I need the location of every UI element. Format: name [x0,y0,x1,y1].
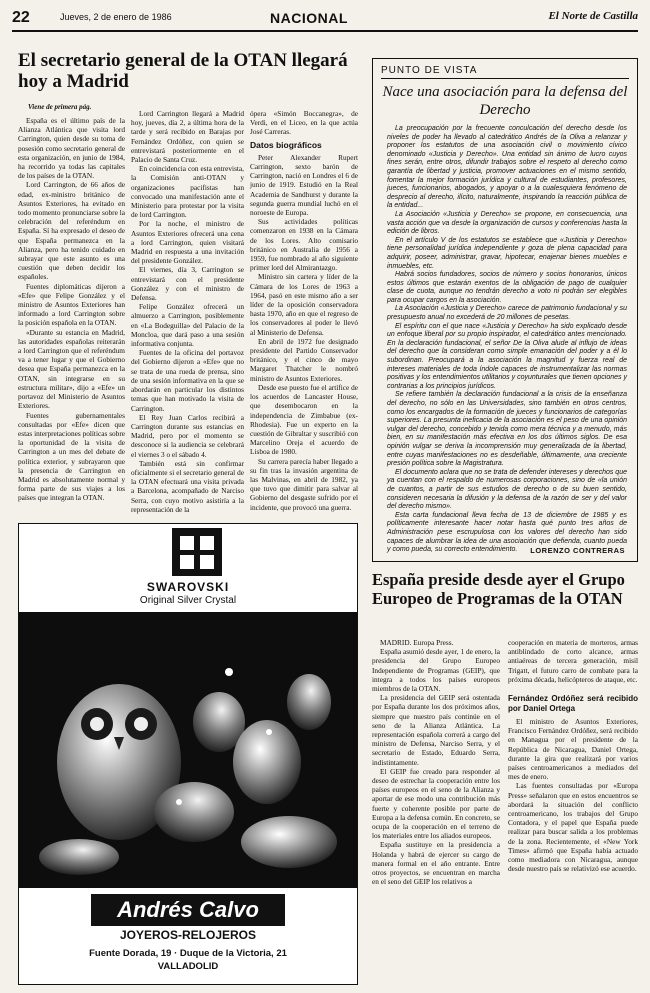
section-title: NACIONAL [270,10,348,26]
paragraph: MADRID. Europa Press. [380,638,454,647]
store-block [19,888,357,984]
newspaper-name: El Norte de Castilla [548,10,638,22]
issue-date: Jueves, 2 de enero de 1986 [60,12,172,22]
paragraph: También está sin confirmar oficialmente si el secretario general de la OTAN efectuará una visita privada a Barcelona, acompañado de Narciso Serra, con cuyo motivo asistiría a la representación de la [131,458,244,514]
paragraph: Peter Alexander Rupert Carrington, sexto barón de Carrington, nació en Londres el 6 de junio de 1919. Estudió en la Real Academia de Sandhurst y durante la segunda guerra mundial luchó en el noroeste de Europa. [250,152,358,218]
paragraph: Las fuentes consultadas por «Europa Press» señalaron que en estos encuentros se abordará la situación del conflicto centroamericano, los trabajos del Grupo Contadora, y el papel que España puede realizar para buscar salida a los problemas de la zona. Recientemente, el «New York Times» afirmó que España había actuado como mediadora con Nicaragua, aunque desde nuestro país se relativizó ese acuerdo. [508,781,638,874]
paragraph: Fuentes de la oficina del portavoz del Gobierno dijeron a «Efe» que no se trata de una rueda de prensa, sino de una sesión informativa en la que se abordarán en particular los distintos temas que han motivado la visita de Carrington. [131,348,244,413]
paragraph: Desde ese puesto fue el artífice de los acuerdos de Lancaster House, que desembocaron en la independencia de Zimbabue (ex-Rhodesia). Fue un experto en la cuestión de Gibraltar y suscribió con Marcelino Oreja el acuerdo de Lisboa de 1980. [250,382,358,457]
otan-lead: Viene de primera pág. [28,103,92,111]
paragraph: La Asociación «Justicia y Derecho» carece de patrimonio fundacional y su presupuesto anual no excederá de 20 millones de pesetas. [387,305,627,322]
ad-tagline: Original Silver Crystal [139,595,237,606]
opinion-author: LORENZO CONTRERAS [530,546,625,555]
opinion-box [372,58,638,562]
subheading-biography: Datos biográficos [250,139,322,150]
grupo-column-2 [508,638,638,984]
grupo-column-1 [372,638,500,984]
paragraph: El GEIP fue creado para responder al deseo de estrechar la cooperación entre los países europeos en el seno de la Alianza y aportar de ese modo una contribución más fuerte y coherente posible por parte de Europa a la defensa común. En concreto, se ocupa de la cooperación en el terreno de los materiales entre los aliados europeos. [372,766,500,841]
paragraph: Fuentes diplomáticas dijeron a «Efe» que Felipe González y el ministro de Asuntos Exteriores han informado a lord Carrington sobre la posición española en la OTAN. [18,281,125,328]
store-address: Fuente Dorada, 19 · Duque de la Victoria, 21 [89,948,287,959]
paragraph: El espíritu con el que nace «Justicia y Derecho» ha sido explicado desde un enfoque liberal por su propio inspirador, el catedrático antes mencionado. En la declaración fundacional, el señor De la Oliva alude al influjo de ideas del derecho que la consideran como simple emanación del poder y a él lo subordinan. Preocupará a la asociación la magnitud y fuerza real de intereses materiales de toda índole capaces de instrumentalizar las normas positivas y los entendimientos utilitarios y coyunturales que tienen opciones y contrarias a los principios jurídicos. [387,322,627,390]
paragraph: ópera «Simón Boccanegra», de Verdi, en el Liceo, en la que actúa José Carreras. [250,109,358,137]
paragraph: Ministro sin cartera y líder de la Cámara de los Lores de 1963 a 1964, pasó en este mismo año a ser líder de la oposición conservadora hasta 1970, año en que el regreso de los conservadores al poder le llevó al Ministerio de Defensa. [250,272,358,337]
paragraph: Lord Carrington, de 66 años de edad, ex-ministro británico de Asuntos Exteriores, ha evitado en todo momento pronunciarse sobre la celebración del referéndum en España. Sí ha expresado el deseo de que España permanezca en la Alianza, pero ha tenido cuidado en subrayar que este asunto es una cuestión que deben decidir los españoles. [18,180,125,282]
crystal-figurines-photo [19,612,357,888]
paragraph: España asumió desde ayer, 1 de enero, la presidencia del Grupo Europeo Independiente de Programas (GEIP), que integra a todos los países europeos miembros de la OTAN. [372,647,500,694]
opinion-headline: Nace una asociación para la defensa del Derecho [382,84,628,118]
paragraph: España sustituye en la presidencia a Holanda y habrá de ejercer su cargo de manera formal en el año entrante. Entre otros proyectos, se encuentran en marcha en el seno del GEIP los relativos a [372,840,500,887]
paragraph: Esta carta fundacional lleva fecha de 13 de diciembre de 1985 y es políticamente interesante hacer notar hasta qué punto tres años de Administración pese escrupulosa con los valores del derecho han sido capaces de alumbrar la idea de una asociación que defienda, cuanto pueda y como pueda, su correcto entendimiento. [387,511,627,554]
paragraph: El documento aclara que no se trata de defender intereses y derechos que ya cuentan con el respaldo de numerosas corporaciones, sino de «la unión de cuantos, a partir de sus estudios de derecho o de su buen sentido, consideren necesaria la difusión y la defensa de la razón de ser y del valor del derecho mismo». [387,468,627,511]
paragraph: La Asociación «Justicia y Derecho» se propone, en consecuencia, una vasta acción que va desde la organización de cursos y conferencias hasta la edición de libros. [387,210,627,236]
otan-column-3 [250,109,358,513]
paragraph: Sus actividades políticas comenzaron en 1938 en la Cámara de los Lores. Alto comisario británico en Australia de 1956 a 1959, fue nombrado al año siguiente primer lord del Almirantazgo. [250,217,358,273]
ad-brand: SWAROVSKI [146,580,230,594]
advertisement [18,523,358,985]
paragraph: cooperación en materia de morteros, armas antiblindado de corto alcance, armas antiaéreas de tercera generación, misil Trigatt, el futuro carro de combate para la próxima década, helicópteros de ataque, etc. [508,638,638,684]
otan-headline: El secretario general de la OTAN llegará hoy a Madrid [18,50,348,92]
paragraph: «Durante su estancia en Madrid, las autoridades españolas reiterarán a lord Carrington que el referéndum va a tener lugar y que el Gobierno desea que España permanezca en la OTAN, sin integrarse en su estructura militar», dijo a «Efe» un portavoz del Ministerio de Asuntos Exteriores. [18,327,125,411]
paragraph: Fuentes gubernamentales consultadas por «Efe» dicen que estas interpretaciones políticas sobre la oportunidad de la visita de Carrington a un mes del debate de política exterior, y subrayaron que la presencia de Carrington en Madrid es absolutamente normal y forma parte de sus viajes a los países que integran la OTAN. [18,410,125,503]
otan-column-1 [18,116,125,518]
paragraph: La preocupación por la frecuente conculcación del derecho desde los niveles de poder ha llevado al catedrático Andrés de la Oliva a relanzar y proponer los estatutos de una asociación civil o movimiento cívico denominado «Justicia y Derecho». Una entidad sin ánimo de lucro cuyos fines serán, entre otros, difundir trabajos sobre el respeto al derecho como garantía de libertad y justicia, promover actuaciones en el mismo sentido, fomentar la mejor formación jurídica y cultural de estudiantes, profesores, jueces, funcionarios, abogados, y apoyar o a la cualesquiera fenómeno de desprecio al derecho, ilícito, naturalmente, inspirando la reacción pública de la entidad... [387,125,627,210]
otan-column-2 [131,109,244,513]
crystal-figurines-illustration [19,612,357,888]
paragraph: Habrá socios fundadores, socios de número y socios honorarios, únicos estos últimos que estarán exentos de la obligación de pago de cualquier clase de cuota, aunque no tendrán derecho a voto ni podrán ser elegibles para ocupar cargos en la asociación. [387,271,627,304]
paragraph: Su carrera parecía haber llegado a su fin tras la invasión argentina de las Malvinas, en abril de 1982, ya que tuvo que dimitir para salvar al Gobierno del desgaste sufrido por el incidente, que provocó una guerra. [250,456,358,512]
paragraph: Lord Carrington llegará a Madrid hoy, jueves, día 2, a última hora de la tarde y será recibido en Barajas por Fernández Ordóñez, con quien se entrevistará posteriormente en el Palacio de Santa Cruz. [131,109,244,165]
subheading-ordonez: Fernández Ordóñez será recibido por Daniel Ortega [508,694,638,713]
opinion-kicker: PUNTO DE VISTA [381,65,629,79]
page-header [12,8,638,32]
paragraph: Felipe González ofrecerá un almuerzo a Carrington, posiblemente en «La Bodeguilla» del Palacio de la Moncloa, que dará paso a una sesión informativa conjunta. [131,302,244,349]
paragraph: España es el último país de la Alianza Atlántica que visita lord Carrington, quien desde su toma de posesión como secretario general de esta organización, en junio de 1984, ha recorrido ya todas las capitales de los países de la OTAN. [18,116,125,181]
paragraph: En coincidencia con esta entrevista, la Comisión anti-OTAN y organizaciones pacifistas han convocado una manifestación ante el Ministerio para protestar por la visita de lord Carrington. [131,164,244,220]
paragraph: El Rey Juan Carlos recibirá a Carrington durante sus estancias en Madrid, pero por el momento se desconoce si la audiencia se celebrará el viernes 3 o el sábado 4. [131,412,244,459]
store-name: Andrés Calvo [91,894,285,926]
store-city: VALLADOLID [157,961,219,972]
paragraph: En el artículo V de los estatutos se establece que «Justicia y Derecho» tiene personalidad jurídica independiente y goza de plena capacidad para adquirir, poseer, administrar, gravar, hipotecar, enajenar bienes muebles e inmuebles, etc. [387,236,627,270]
page-number: 22 [12,9,30,26]
paragraph: La presidencia del GEIP será ostentada por España durante los dos próximos años, siempre que nuestro país continúe en el seno de la Alianza Atlántica. La representación española correrá a cargo del ministro de Defensa, Narciso Serra, y el secretario de Estado, Eduardo Serra, indistintamente. [372,693,500,767]
paragraph: El ministro de Asuntos Exteriores, Francisco Fernández Ordóñez, será recibido en Managua por el presidente de la República de Nicaragua, Daniel Ortega, durante la gira que realizará por varios países centroamericanos a mediados del mes de enero. [508,717,638,782]
paragraph: En abril de 1972 fue designado presidente del Partido Conservador británico, y el cinco de mayo Margaret Thatcher le nombró ministro de Asuntos Exteriores. [250,336,358,383]
store-type: JOYEROS-RELOJEROS [119,928,257,942]
swarovski-logo-icon [172,528,222,576]
paragraph: El viernes, día 3, Carrington se entrevistará con el presidente González y con el ministro de Defensa. [131,265,244,303]
paragraph: Se refiere también la declaración fundacional a la crisis de la enseñanza del derecho, no sólo en las Universidades, sino también en otros centros, como los encargados de la formación de jueces y funcionarios de categorías superiores. La presunta ineficacia de la asociación es el peso de una opinión vulgar del derecho, concebido y tenida como mera técnica y a menudo, más bien, en su manifestación más efectiva en los dos últimos siglos. De esa opinión vulgar se deriva la incomprensión muy generalizada de la libertad, entre cuyas manifestaciones no es desdeñable, últimamente, una creciente presión política sobre la Magistratura. [387,391,627,468]
grupo-headline: España preside desde ayer el Grupo Europeo de Programas de la OTAN [372,570,625,608]
paragraph: Por la noche, el ministro de Asuntos Exteriores ofrecerá una cena a lord Carrington, quien visitará Madrid en respuesta a una invitación del presidente González. [131,219,244,266]
